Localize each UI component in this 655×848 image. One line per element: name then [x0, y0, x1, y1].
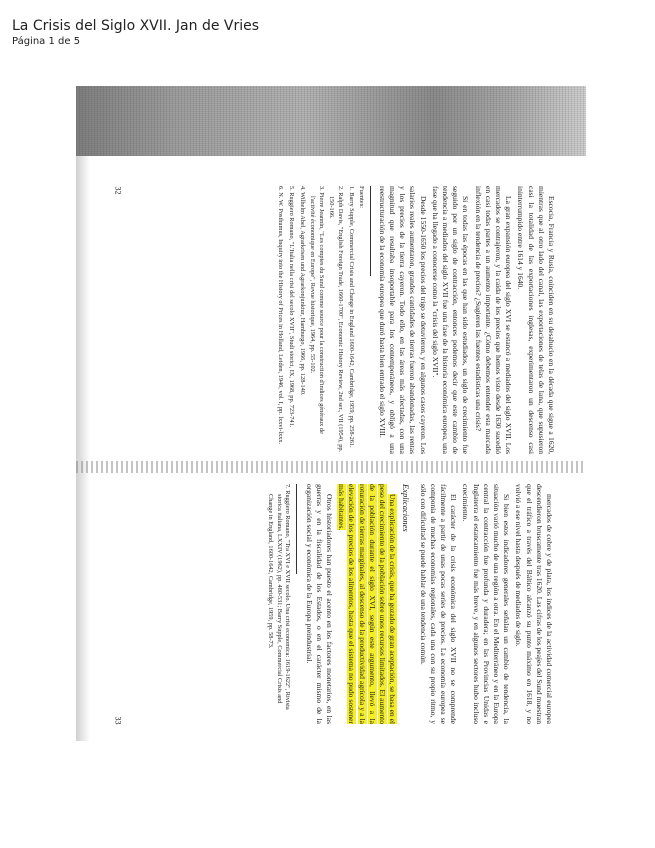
- right-paragraph: Otros historiadores han puesto el acento en los factores monetarios, en las guerras y en la fiscalidad de los Estados, o en el carácter mismo de la organización social y económica de la Europa preindustrial.: [304, 484, 334, 724]
- footnote-rule: [296, 484, 297, 574]
- right-page-number: 33: [113, 716, 123, 725]
- right-paragraph: El carácter de la crisis económica del siglo XVII no se comprende fácilmente a partir de unas pocas series de precios. La economía europea se componía de muchas economías regionales, cada una con su propio ritmo, y sólo con dificultad se puede hablar de una tendencia común.: [418, 484, 459, 724]
- left-paragraph: Escocia, Francia y Rusia, coinciden en su desahucio en la década que sigue a 1620, mientras que al otro lado del canal, las exportaciones de telas de lana, que supusieron casi la totalidad de las exportaciones inglesas, experimentaron un descenso casi ininterrumpido entre 1614 y 1640.: [516, 186, 556, 454]
- right-page-body: [303, 484, 554, 724]
- scan-shadow-top: [76, 86, 586, 156]
- footnote: 3. Pierre Jeannin, "Les comptes du Sund comme source pour la construction d'indices généraux de l'activité économique en Europe", Revue historique, 1964, pp. 55-102.: [309, 186, 325, 434]
- footnote: 7. Ruggiero Romano, "Tra XVI e XVII secolo. Una crisi economica: 1619-1622", Rivista storica italiana, LXXIV (1962), pp. 480-531; Barry Supple, Commercial Crisis and Change in England, 1600-1642, Cambridge, 1959, pp. 58-73.: [267, 484, 292, 710]
- footnote: 6. N. W. Posthumus, Inquiry into the History of Prices in Holland, Leiden, 1946, vol. I, pp. lxxvi-lxxx.: [277, 186, 285, 445]
- right-paragraph: mercados de cobre y de plata, los índices de la actividad comercial europea descendieron bruscamente tras 1620. Las cifras de los peajes del Sund muestran que el tráfico a través del Báltico alcanzó su punto máximo en 1618, y no volvió a ese nivel hasta después de mediados de siglo.: [514, 484, 554, 724]
- document-title: La Crisis del Siglo XVII. Jan de Vries: [12, 18, 260, 34]
- footnote: 2. Ralph Davis, "English Foreign Trade, 1660-1700", Economic History Review, 2nd ser., VII (1954), pp. 150-166.: [328, 186, 344, 453]
- left-page-body: [377, 186, 556, 454]
- footnote: 4. Wilhelm Abel, Agrarkrisen und Agrarkonjunktur, Hamburgo, 1966, pp. 128-140.: [298, 186, 306, 396]
- highlighted-paragraph: [336, 484, 397, 724]
- left-page-number: 32: [113, 186, 123, 195]
- document-header: [12, 18, 259, 48]
- footnote: 5. Ruggiero Romano, "L'Italia nella crisi del secolo XVII", Studi storici, IX, 1968, pp. 723-741.: [287, 186, 295, 428]
- section-heading: Explicaciones: [401, 484, 412, 532]
- footnote-rule: [370, 186, 371, 276]
- text-highlight: Una explicación de la crisis, que ha gozado de gran aceptación, se basa en el peso del crecimiento de la población sobre unos recursos limitados. El aumento de la población durante el siglo XVI, según este argumento, llevó a la roturación de tierras marginales, al descenso de la productividad agrícola y a la elevación de los precios de los alimentos, hasta que el sistema no pudo sostener más habitantes.: [337, 484, 398, 724]
- footnotes-label: Fuentes:: [357, 186, 365, 209]
- left-paragraph: La gran expansión europea del siglo XVI se estancó a mediados del siglo XVII. Los mercados se contrajeron, y la caída de los precios que hemos visto desde 1630 sucedió en casi todas partes a un aumento importante. ¿Cómo debemos entender esta marcada inflexión en la tendencia de precios? ¿Sugieren las fuentes estadísticas una crisis?: [473, 186, 514, 454]
- right-book-page: [134, 484, 554, 724]
- left-book-page: [136, 186, 556, 454]
- page-indicator: Página 1 de 5: [12, 36, 81, 47]
- scan-shadow-left: [76, 86, 90, 741]
- left-paragraph: Desde 1550-1650 los precios del trigo se detuvieron, y en algunos casos cayeron. Los salarios reales aumentaron, grandes cantidades de tierras fueron abandonadas, las rentas y los precios de la tierra cayeron. Todo ello, en las áreas más afectadas, con una magnitud que resultaba insoportable para los contemporáneos, y obligó a una reestructuración de la economía europea que duró hasta bien entrado el siglo XVIII.: [377, 186, 428, 454]
- scanned-page-image: [76, 86, 586, 741]
- left-paragraph: Si en todas las épocas en las que han sido estudiados, un siglo de crecimiento fue seguido por un siglo de contracción, entonces podemos decir que este cambio de tendencia a mediados del siglo XVII fue una fase de la historia económica europea, una fase que ha llegado a conocerse como la "crisis del siglo XVII".: [430, 186, 471, 454]
- footnote: 1. Barry Supple, Commercial Crisis and Change in England 1600-1642, Cambridge, 1959, pp. 258-261.: [347, 186, 355, 448]
- right-paragraph: Si bien estos indicadores generales señalan un cambio de tendencia, la situación varió mucho de una región a otra. En el Mediterráneo y en la Europa central la contracción fue profunda y duradera; en las Provincias Unidas e Inglaterra el estancamiento fue más breve, y en algunos sectores hubo incluso crecimiento.: [461, 484, 512, 724]
- scan-gutter-noise: [76, 461, 586, 473]
